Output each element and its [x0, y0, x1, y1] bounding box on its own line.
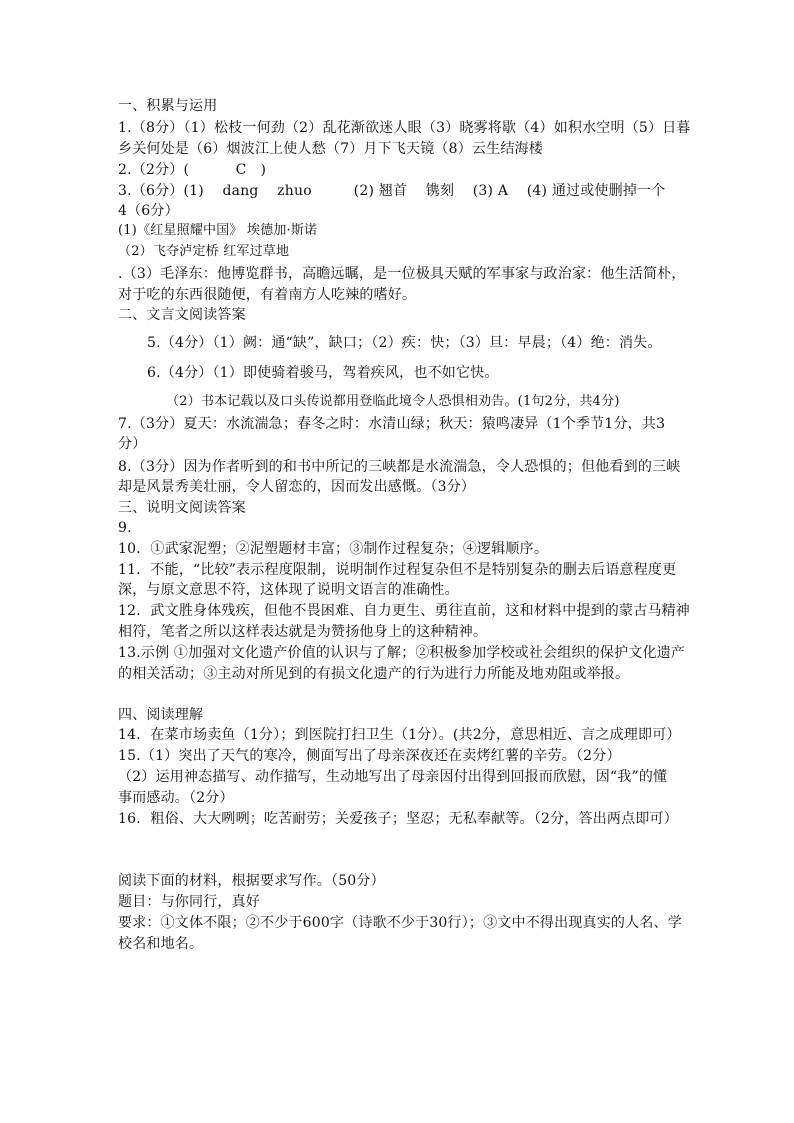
answer-q8-line2: 却是风景秀美壮丽，令人留恋的，因而发出感慨。（3分） [118, 479, 476, 495]
section-heading-1: 一、积累与运用 [118, 98, 218, 114]
answer-q10: 10．①武家泥塑；②泥塑题材丰富；③制作过程复杂；④逻辑顺序。 [118, 541, 549, 557]
answer-q7-line1: 7.（3分）夏天：水流湍急；春冬之时：水清山绿；秋天：猿鸣凄异（1个季节1分，共3 [118, 416, 666, 432]
answer-q7-line2: 分） [118, 436, 147, 452]
answer-q13-line2: 的相关活动；③主动对所见到的有损文化遗产的行为进行力所能及地劝阻或举报。 [118, 666, 630, 682]
answer-q4-head: 4（6分） [118, 203, 179, 219]
answer-q15-1: 15.（1）突出了天气的寒冷，侧面写出了母亲深夜还在卖烤红薯的辛劳。（2分） [118, 748, 621, 764]
answer-q11-line1: 11．不能，“比较”表示程度限制，说明制作过程复杂但不是特别复杂的删去后语意程度更 [118, 562, 677, 578]
section-heading-2: 二、文言文阅读答案 [118, 307, 246, 323]
answer-q6-1: 6.（4分）（1）即使骑着骏马，驾着疾风，也不如它快。 [147, 365, 499, 381]
answer-q4-3-line1: .（3）毛泽东：他博览群书，高瞻远瞩，是一位极具天赋的军事家与政治家：他生活简朴， [118, 266, 686, 282]
answer-q5: 5.（4分）（1）阙：通“缺”，缺口；（2）疾：快；（3）旦：早晨；（4）绝：消失。 [147, 335, 662, 351]
answer-q15-2-line1: （2）运用神态描写、动作描写，生动地写出了母亲因付出得到回报而欣慰，因“我”的懂 [118, 769, 668, 785]
answer-q2: 2.（2分）( C ) [118, 162, 267, 178]
writing-intro: 阅读下面的材料，根据要求写作。（50分） [118, 873, 385, 889]
answer-q12-line1: 12．武文胜身体残疾，但他不畏困难、自力更生、勇往直前，这和材料中提到的蒙古马精神 [118, 603, 691, 619]
answer-q3: 3.（6分）(1) dang zhuo (2) 翘首 镌刻 (3) A (4) 通过或使删掉一个 [118, 183, 666, 199]
answer-q4-3-line2: 对于吃的东西很随便，有着南方人吃辣的嗜好。 [118, 287, 417, 303]
section-heading-4: 四、阅读理解 [118, 707, 204, 723]
answer-q4-1: (1)《红星照耀中国》 埃德加·斯诺 [118, 223, 318, 238]
writing-title: 题目：与你同行，真好 [118, 894, 260, 910]
answer-q11-line2: 深，与原文意思不符，这体现了说明文语言的准确性。 [118, 582, 459, 598]
writing-requirements-line1: 要求：①文体不限；②不少于600字（诗歌不少于30行）；③文中不得出现真实的人名、学 [118, 915, 682, 931]
answer-q1-line1: 1.（8分）（1）松枝一何劲（2）乱花渐欲迷人眼（3）晓雾将歇（4）如积水空明（5）日暮 [118, 120, 691, 136]
section-heading-3: 三、说明文阅读答案 [118, 500, 246, 516]
answer-q14: 14．在菜市场卖鱼（1分）；到医院打扫卫生（1分）。(共2分，意思相近、言之成理即可） [118, 727, 681, 743]
answer-q8-line1: 8.（3分）因为作者听到的和书中所记的三峡都是水流湍急，令人恐惧的；但他看到的三峡 [118, 459, 681, 475]
writing-requirements-line2: 校名和地名。 [118, 936, 204, 952]
answer-q16: 16．粗俗、大大咧咧；吃苦耐劳；关爱孩子；坚忍；无私奉献等。（2分，答出两点即可） [118, 811, 678, 827]
answer-q4-2: （2）飞夺泸定桥 红军过草地 [118, 244, 290, 259]
answer-q1-line2: 乡关何处是（6）烟波江上使人愁（7）月下飞天镜（8）云生结海楼 [118, 141, 543, 157]
answer-q12-line2: 相符，笔者之所以这样表达就是为赞扬他身上的这种精神。 [118, 624, 488, 640]
answer-q9: 9. [118, 520, 132, 536]
answer-q6-2: （2）书本记载以及口头传说都用登临此境令人恐惧相劝告。(1句2分，共4分) [166, 394, 620, 409]
answer-q15-2-line2: 事而感动。（2分） [118, 790, 234, 806]
answer-q13-line1: 13.示例 ①加强对文化遗产价值的认识与了解；②积极参加学校或社会组织的保护文化遗产 [118, 645, 686, 661]
